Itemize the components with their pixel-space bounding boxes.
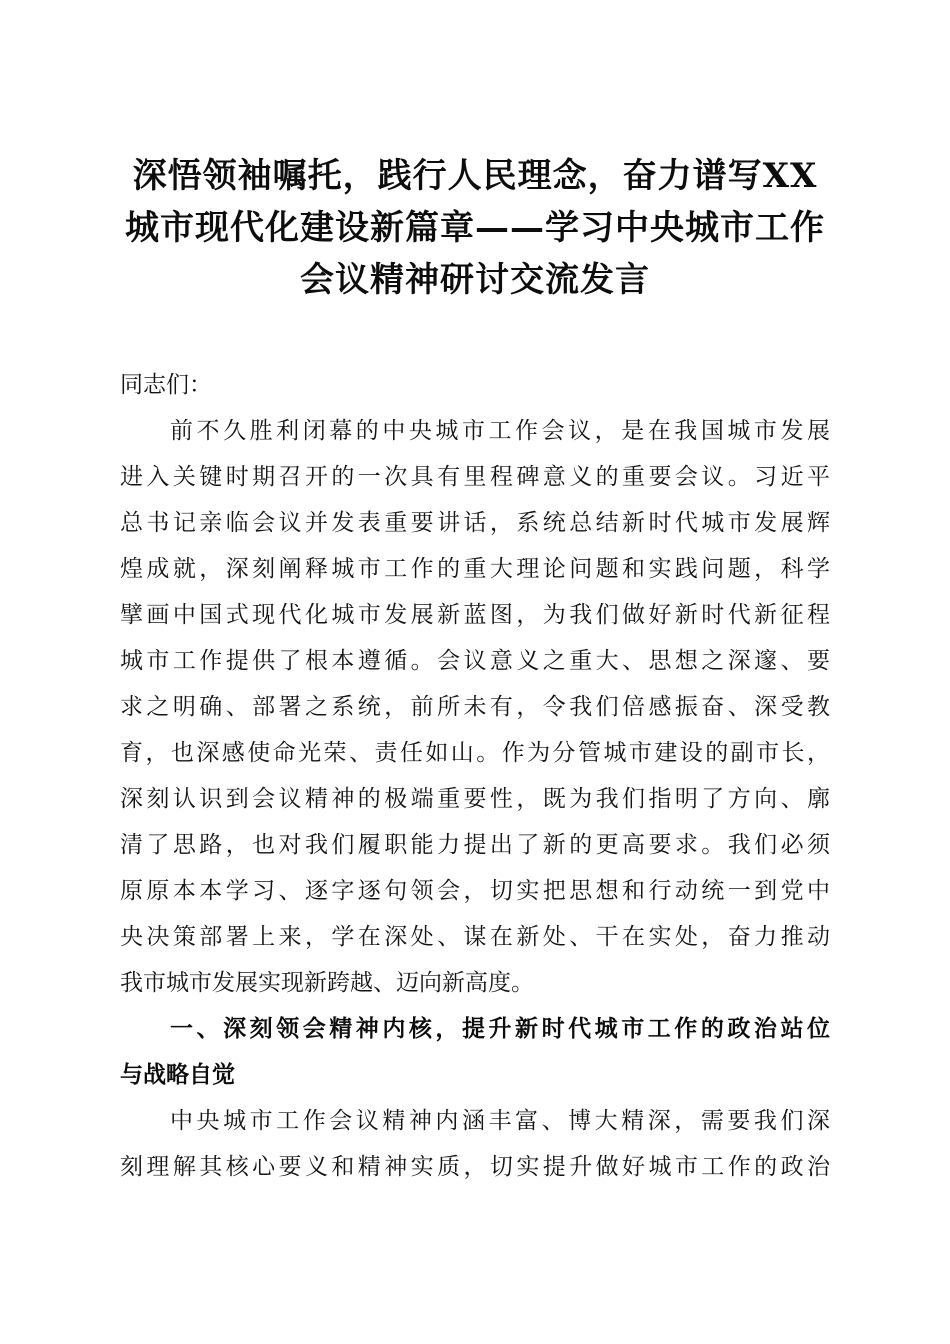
paragraph-line: 前不久胜利闭幕的中央城市工作会议，是在我国城市发展 <box>170 418 830 444</box>
paragraph-line: 我市城市发展实现新跨越、迈向新高度。 <box>120 970 534 996</box>
paragraph-line: 进入关键时期召开的一次具有里程碑意义的重要会议。习近平 <box>120 464 830 490</box>
paragraph-line: 刻理解其核心要义和精神实质，切实提升做好城市工作的政治 <box>120 1154 830 1180</box>
paragraph-line: 中央城市工作会议精神内涵丰富、博大精深，需要我们深 <box>170 1108 830 1134</box>
document-body <box>120 362 830 1190</box>
paragraph-line: 求之明确、部署之系统，前所未有，令我们倍感振奋、深受教 <box>120 694 830 720</box>
section-heading-1 <box>120 1006 830 1098</box>
title-line-1: 深悟领袖嘱托，践行人民理念，奋力谱写XX <box>132 156 818 196</box>
paragraph-line: 深刻认识到会议精神的极端重要性，既为我们指明了方向、廓 <box>120 786 830 812</box>
paragraph-line: 育，也深感使命光荣、责任如山。作为分管城市建设的副市长， <box>120 740 830 766</box>
paragraph-intro <box>120 408 830 1006</box>
heading-line: 与战略自觉 <box>120 1062 235 1088</box>
paragraph-line: 煌成就，深刻阐释城市工作的重大理论问题和实践问题，科学 <box>120 556 830 582</box>
paragraph-line: 总书记亲临会议并发表重要讲话，系统总结新时代城市发展辉 <box>120 510 830 536</box>
heading-line: 一、深刻领会精神内核，提升新时代城市工作的政治站位 <box>170 1016 830 1042</box>
paragraph-line: 原原本本学习、逐字逐句领会，切实把思想和行动统一到党中 <box>120 878 830 904</box>
paragraph-section-1 <box>120 1098 830 1190</box>
paragraph-line: 清了思路，也对我们履职能力提出了新的更高要求。我们必须 <box>120 832 830 858</box>
title-line-3: 会议精神研讨交流发言 <box>300 260 650 300</box>
paragraph-line: 城市工作提供了根本遵循。会议意义之重大、思想之深邃、要 <box>120 648 830 674</box>
title-line-2: 城市现代化建设新篇章——学习中央城市工作 <box>125 208 825 248</box>
document-title <box>110 150 840 306</box>
greeting: 同志们： <box>120 372 212 398</box>
paragraph-line: 擘画中国式现代化城市发展新蓝图，为我们做好新时代新征程 <box>120 602 830 628</box>
paragraph-line: 央决策部署上来，学在深处、谋在新处、干在实处，奋力推动 <box>120 924 830 950</box>
